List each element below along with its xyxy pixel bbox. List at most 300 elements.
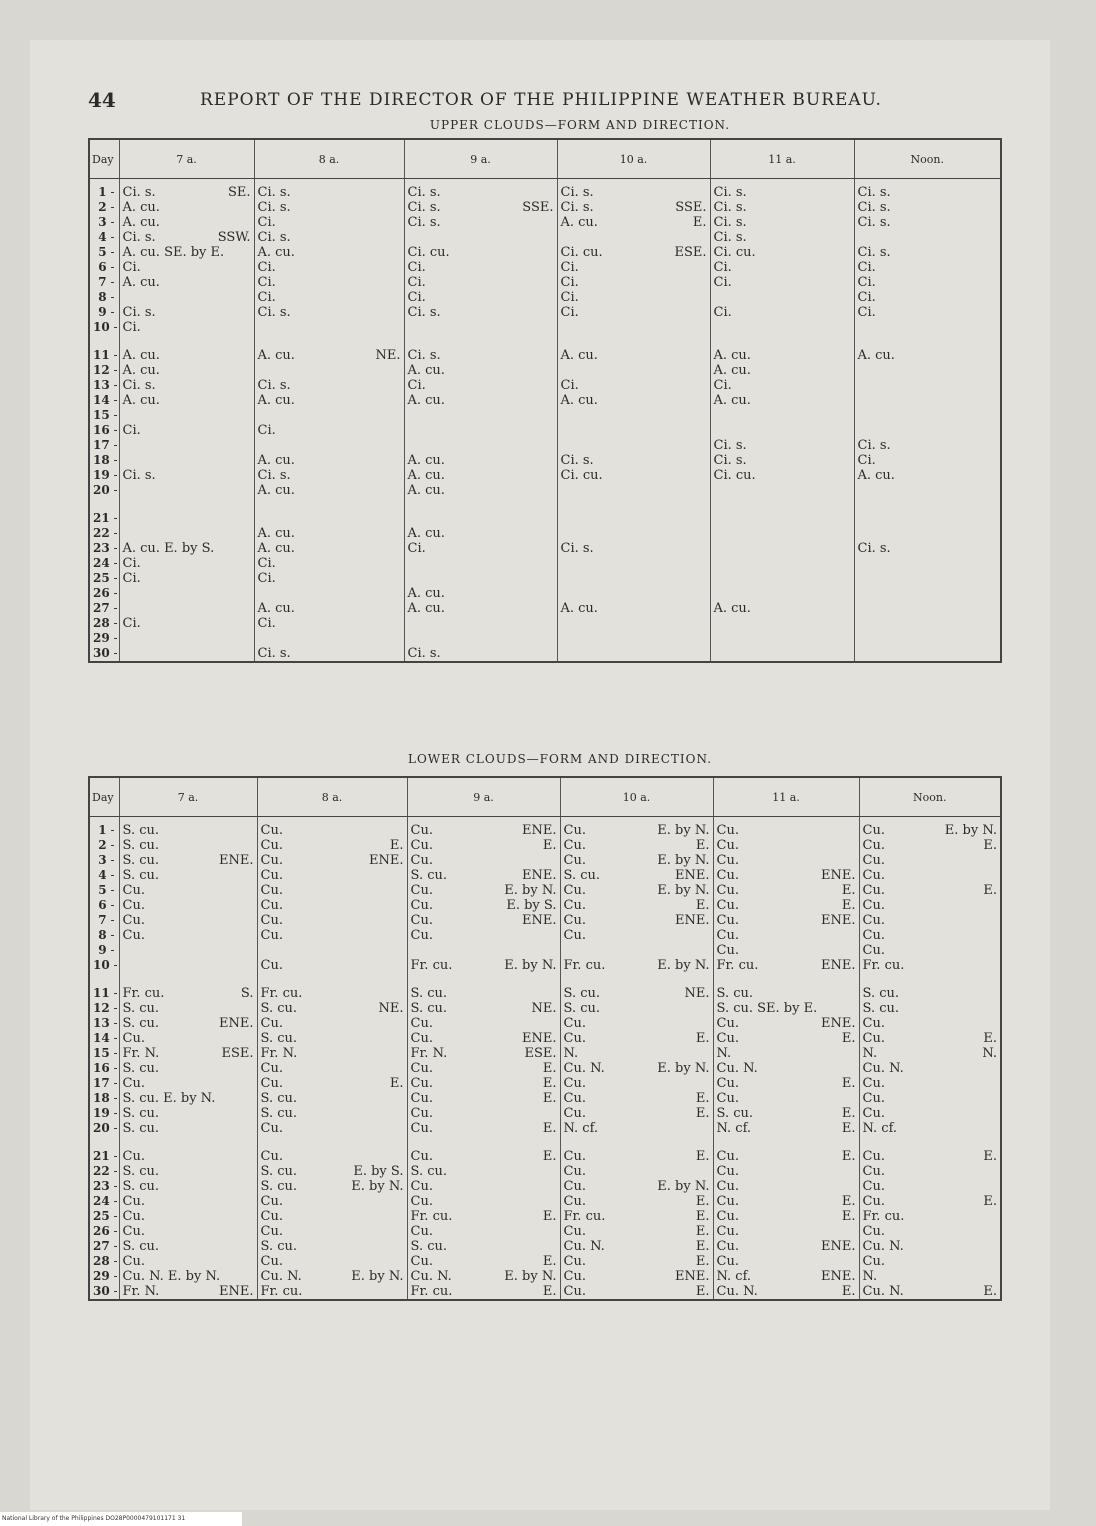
cloud-form: Ci. bbox=[257, 616, 276, 631]
cloud-form: Fr. cu. bbox=[410, 958, 453, 973]
cloud-cell bbox=[119, 423, 254, 438]
cloud-cell bbox=[257, 1164, 407, 1179]
cloud-form: Ci. bbox=[122, 423, 141, 438]
day-cell: 17 - bbox=[89, 1076, 119, 1091]
cloud-cell bbox=[119, 541, 254, 556]
cloud-cell bbox=[710, 320, 854, 335]
cloud-form: Cu. N. bbox=[716, 1284, 758, 1299]
cloud-form: Cu. bbox=[563, 1164, 586, 1179]
cloud-direction: E. bbox=[695, 1239, 710, 1254]
table-row bbox=[89, 483, 1001, 498]
day-cell: 24 - bbox=[89, 556, 119, 571]
cloud-cell bbox=[254, 423, 404, 438]
cloud-form: Cu. bbox=[410, 1194, 433, 1209]
cloud-cell bbox=[859, 883, 1001, 898]
cloud-form: A. cu. bbox=[713, 363, 751, 378]
column-header: Noon. bbox=[854, 139, 1001, 179]
cloud-form: Ci. s. bbox=[713, 230, 747, 245]
day-cell: 18 - bbox=[89, 1091, 119, 1106]
cloud-cell bbox=[710, 423, 854, 438]
cloud-form: Ci. cu. bbox=[407, 245, 450, 260]
cloud-form: Cu. bbox=[862, 1016, 885, 1031]
table-row bbox=[89, 646, 1001, 662]
column-header: 10 a. bbox=[557, 139, 710, 179]
cloud-cell bbox=[254, 631, 404, 646]
day-cell: 20 - bbox=[89, 483, 119, 498]
cloud-cell bbox=[854, 423, 1001, 438]
cloud-form: Cu. bbox=[563, 913, 586, 928]
cloud-cell bbox=[254, 378, 404, 393]
cloud-cell bbox=[560, 943, 713, 958]
cloud-form: A. cu. bbox=[122, 348, 160, 363]
cloud-cell bbox=[560, 1016, 713, 1031]
cloud-direction: E. bbox=[542, 1254, 557, 1269]
cloud-form: A. cu. bbox=[407, 483, 445, 498]
cloud-form: A. cu. bbox=[713, 393, 751, 408]
cloud-direction: E. bbox=[542, 1284, 557, 1299]
spacer-cell bbox=[404, 498, 557, 511]
column-header: Noon. bbox=[859, 777, 1001, 817]
cloud-cell bbox=[713, 1016, 859, 1031]
cloud-cell bbox=[713, 868, 859, 883]
cloud-cell bbox=[119, 1284, 257, 1300]
cloud-direction: E. bbox=[542, 838, 557, 853]
cloud-form: Cu. bbox=[716, 1239, 739, 1254]
cloud-cell bbox=[713, 1164, 859, 1179]
cloud-form: Ci. s. bbox=[857, 185, 891, 200]
day-cell: 11 - bbox=[89, 348, 119, 363]
cloud-cell bbox=[119, 1046, 257, 1061]
cloud-direction: E. bbox=[695, 838, 710, 853]
cloud-cell bbox=[119, 883, 257, 898]
cloud-form: Cu. bbox=[260, 883, 283, 898]
cloud-cell bbox=[710, 631, 854, 646]
cloud-form: Cu. bbox=[563, 1076, 586, 1091]
upper-clouds-table bbox=[88, 138, 1002, 663]
day-cell: 5 - bbox=[89, 245, 119, 260]
cloud-cell bbox=[859, 1046, 1001, 1061]
cloud-form: S. cu. bbox=[122, 838, 159, 853]
cloud-form: S. cu. bbox=[716, 1106, 753, 1121]
cloud-cell bbox=[407, 1061, 560, 1076]
cloud-cell bbox=[119, 853, 257, 868]
cloud-form: Cu. bbox=[716, 823, 739, 838]
cloud-cell bbox=[407, 817, 560, 839]
day-cell: 21 - bbox=[89, 1149, 119, 1164]
cloud-form: S. cu. bbox=[122, 823, 159, 838]
cloud-cell bbox=[859, 838, 1001, 853]
table-row bbox=[89, 1091, 1001, 1106]
cloud-cell bbox=[557, 646, 710, 662]
cloud-cell bbox=[557, 631, 710, 646]
cloud-cell bbox=[407, 986, 560, 1001]
cloud-direction: E. bbox=[983, 1284, 997, 1299]
cloud-cell bbox=[854, 468, 1001, 483]
cloud-direction: E. bbox=[841, 1031, 856, 1046]
spacer-cell bbox=[713, 1136, 859, 1149]
cloud-direction: ENE. bbox=[821, 1239, 856, 1254]
upper-body bbox=[89, 179, 1001, 663]
cloud-cell bbox=[557, 408, 710, 423]
cloud-form: A. cu. bbox=[407, 453, 445, 468]
cloud-form: S. cu. bbox=[122, 1016, 159, 1031]
lower-body bbox=[89, 817, 1001, 1301]
table-row bbox=[89, 1179, 1001, 1194]
day-cell: 26 - bbox=[89, 586, 119, 601]
upper-clouds-caption: UPPER CLOUDS—FORM AND DIRECTION. bbox=[429, 118, 731, 132]
cloud-form: Ci. bbox=[257, 260, 276, 275]
cloud-form: Ci. s. bbox=[122, 378, 156, 393]
table-row bbox=[89, 1121, 1001, 1136]
cloud-cell bbox=[710, 348, 854, 363]
cloud-cell bbox=[560, 1209, 713, 1224]
cloud-form: Cu. bbox=[862, 1149, 885, 1164]
cloud-form: Ci. bbox=[857, 260, 876, 275]
spacer-cell bbox=[407, 1136, 560, 1149]
cloud-form: Ci. bbox=[257, 571, 276, 586]
cloud-cell bbox=[254, 393, 404, 408]
cloud-form: S. cu. bbox=[563, 986, 600, 1001]
column-header: 7 a. bbox=[119, 139, 254, 179]
cloud-form: Ci. s. bbox=[857, 245, 891, 260]
cloud-direction: NE. bbox=[375, 348, 401, 363]
cloud-cell bbox=[119, 1121, 257, 1136]
cloud-cell bbox=[119, 928, 257, 943]
cloud-direction: N. bbox=[982, 1046, 997, 1061]
day-cell: 29 - bbox=[89, 631, 119, 646]
cloud-cell bbox=[257, 1149, 407, 1164]
cloud-cell bbox=[560, 1121, 713, 1136]
cloud-cell bbox=[119, 1016, 257, 1031]
cloud-form: S. cu. bbox=[563, 868, 600, 883]
cloud-form: Cu. bbox=[563, 883, 586, 898]
cloud-cell bbox=[119, 200, 254, 215]
cloud-form: Ci. s. bbox=[713, 185, 747, 200]
table-row bbox=[89, 230, 1001, 245]
day-cell: 5 - bbox=[89, 883, 119, 898]
cloud-cell bbox=[254, 453, 404, 468]
cloud-direction: E. by N. bbox=[944, 823, 997, 838]
cloud-form: Cu. bbox=[563, 1269, 586, 1284]
cloud-cell bbox=[854, 526, 1001, 541]
column-header: 9 a. bbox=[404, 139, 557, 179]
cloud-form: Ci. bbox=[122, 556, 141, 571]
cloud-cell bbox=[257, 1046, 407, 1061]
cloud-cell bbox=[713, 1269, 859, 1284]
cloud-cell bbox=[254, 348, 404, 363]
cloud-form: Cu. bbox=[260, 1076, 283, 1091]
spacer-cell bbox=[119, 335, 254, 348]
lower-header-row bbox=[89, 777, 1001, 817]
cloud-cell bbox=[710, 378, 854, 393]
cloud-direction: ENE. bbox=[821, 868, 856, 883]
cloud-cell bbox=[710, 408, 854, 423]
cloud-direction: SE. bbox=[227, 185, 251, 200]
cloud-cell bbox=[404, 541, 557, 556]
cloud-cell bbox=[119, 838, 257, 853]
cloud-cell bbox=[859, 1149, 1001, 1164]
cloud-form: Cu. bbox=[410, 1061, 433, 1076]
cloud-cell bbox=[710, 215, 854, 230]
cloud-form: Cu. bbox=[260, 1224, 283, 1239]
cloud-cell bbox=[710, 305, 854, 320]
cloud-form: Cu. bbox=[410, 1091, 433, 1106]
cloud-form: Ci. s. bbox=[857, 541, 891, 556]
cloud-form: Ci. bbox=[560, 378, 579, 393]
cloud-cell bbox=[254, 230, 404, 245]
cloud-form: Cu. N. bbox=[410, 1269, 452, 1284]
cloud-cell bbox=[119, 179, 254, 201]
cloud-form: Cu. bbox=[563, 1284, 586, 1299]
table-row bbox=[89, 853, 1001, 868]
cloud-cell bbox=[557, 215, 710, 230]
cloud-cell bbox=[859, 1284, 1001, 1300]
cloud-cell bbox=[713, 1121, 859, 1136]
cloud-cell bbox=[407, 1164, 560, 1179]
cloud-cell bbox=[119, 586, 254, 601]
cloud-direction: ENE. bbox=[522, 1031, 557, 1046]
cloud-form: A. cu. bbox=[713, 348, 751, 363]
cloud-cell bbox=[710, 245, 854, 260]
cloud-cell bbox=[407, 928, 560, 943]
cloud-cell bbox=[119, 468, 254, 483]
day-cell: 25 - bbox=[89, 1209, 119, 1224]
cloud-cell bbox=[404, 290, 557, 305]
cloud-cell bbox=[254, 215, 404, 230]
footer-credit: National Library of the Philippines DO28P0000479101171 31 bbox=[0, 1512, 242, 1526]
cloud-direction: E. bbox=[695, 1254, 710, 1269]
cloud-form: A. cu. bbox=[857, 468, 895, 483]
day-cell: 28 - bbox=[89, 1254, 119, 1269]
cloud-cell bbox=[710, 541, 854, 556]
cloud-form: Ci. cu. bbox=[713, 468, 756, 483]
cloud-form: N. cf. bbox=[862, 1121, 898, 1136]
cloud-form: Cu. bbox=[716, 853, 739, 868]
spacer-cell bbox=[119, 973, 257, 986]
day-cell: 4 - bbox=[89, 868, 119, 883]
cloud-form: A. cu. bbox=[407, 363, 445, 378]
cloud-form: Cu. N. bbox=[862, 1284, 904, 1299]
table-row bbox=[89, 868, 1001, 883]
cloud-form: S. cu. bbox=[260, 1031, 297, 1046]
cloud-form: Ci. bbox=[857, 290, 876, 305]
table-row bbox=[89, 1149, 1001, 1164]
cloud-form: Cu. bbox=[410, 1016, 433, 1031]
cloud-form: Cu. bbox=[260, 1254, 283, 1269]
table-row bbox=[89, 245, 1001, 260]
running-title: REPORT OF THE DIRECTOR OF THE PHILIPPINE WEATHER BUREAU. bbox=[200, 90, 882, 110]
cloud-cell bbox=[257, 898, 407, 913]
table-row bbox=[89, 1106, 1001, 1121]
cloud-cell bbox=[257, 1194, 407, 1209]
cloud-form: Ci. bbox=[407, 275, 426, 290]
cloud-cell bbox=[557, 571, 710, 586]
cloud-form: Ci. bbox=[560, 260, 579, 275]
cloud-cell bbox=[557, 320, 710, 335]
cloud-direction: E. bbox=[542, 1149, 557, 1164]
cloud-cell bbox=[557, 556, 710, 571]
cloud-form: Ci. s. bbox=[713, 215, 747, 230]
spacer-cell bbox=[560, 1136, 713, 1149]
day-cell: 14 - bbox=[89, 1031, 119, 1046]
cloud-cell bbox=[713, 1239, 859, 1254]
cloud-form: Cu. bbox=[122, 1194, 145, 1209]
cloud-cell bbox=[557, 511, 710, 526]
column-header: 8 a. bbox=[254, 139, 404, 179]
cloud-cell bbox=[119, 408, 254, 423]
cloud-cell bbox=[557, 290, 710, 305]
cloud-cell bbox=[710, 616, 854, 631]
day-cell: 9 - bbox=[89, 305, 119, 320]
cloud-cell bbox=[254, 586, 404, 601]
cloud-form: Cu. bbox=[563, 1224, 586, 1239]
cloud-cell bbox=[407, 1031, 560, 1046]
cloud-cell bbox=[254, 200, 404, 215]
cloud-cell bbox=[859, 1121, 1001, 1136]
cloud-cell bbox=[859, 958, 1001, 973]
cloud-cell bbox=[254, 541, 404, 556]
cloud-direction: E. bbox=[695, 1149, 710, 1164]
cloud-form: Cu. bbox=[410, 1224, 433, 1239]
column-header: 7 a. bbox=[119, 777, 257, 817]
cloud-cell bbox=[254, 438, 404, 453]
cloud-direction: E. bbox=[542, 1076, 557, 1091]
cloud-form: Cu. bbox=[260, 868, 283, 883]
day-cell: 19 - bbox=[89, 1106, 119, 1121]
cloud-cell bbox=[854, 230, 1001, 245]
table-row bbox=[89, 817, 1001, 839]
cloud-cell bbox=[560, 1179, 713, 1194]
cloud-form: Ci. bbox=[857, 453, 876, 468]
spacer-cell bbox=[404, 335, 557, 348]
cloud-direction: SSW. bbox=[217, 230, 251, 245]
cloud-form: A. cu. bbox=[407, 601, 445, 616]
table-row bbox=[89, 571, 1001, 586]
cloud-direction: E. bbox=[389, 838, 404, 853]
table-row bbox=[89, 363, 1001, 378]
day-cell: 10 - bbox=[89, 320, 119, 335]
cloud-cell bbox=[407, 1149, 560, 1164]
table-row bbox=[89, 1254, 1001, 1269]
cloud-cell bbox=[557, 453, 710, 468]
cloud-cell bbox=[560, 913, 713, 928]
cloud-cell bbox=[560, 1046, 713, 1061]
cloud-form: Cu. bbox=[862, 853, 885, 868]
cloud-cell bbox=[119, 290, 254, 305]
day-cell: 22 - bbox=[89, 1164, 119, 1179]
cloud-cell bbox=[560, 1269, 713, 1284]
cloud-form: Ci. bbox=[713, 275, 732, 290]
cloud-cell bbox=[257, 1001, 407, 1016]
cloud-form: S. cu. bbox=[260, 1106, 297, 1121]
cloud-cell bbox=[254, 571, 404, 586]
cloud-form: Ci. s. bbox=[257, 646, 291, 661]
cloud-form: Cu. bbox=[410, 838, 433, 853]
cloud-cell bbox=[254, 526, 404, 541]
cloud-cell bbox=[119, 1031, 257, 1046]
cloud-form: Ci. s. bbox=[122, 468, 156, 483]
cloud-form: Cu. bbox=[410, 1254, 433, 1269]
cloud-cell bbox=[560, 1106, 713, 1121]
cloud-cell bbox=[407, 913, 560, 928]
table-row bbox=[89, 541, 1001, 556]
cloud-cell bbox=[407, 1194, 560, 1209]
cloud-cell bbox=[710, 586, 854, 601]
cloud-cell bbox=[854, 363, 1001, 378]
cloud-cell bbox=[119, 1209, 257, 1224]
day-cell: 30 - bbox=[89, 646, 119, 662]
cloud-form: Cu. bbox=[563, 1091, 586, 1106]
cloud-form: Ci. bbox=[407, 260, 426, 275]
cloud-cell bbox=[557, 230, 710, 245]
column-header: 11 a. bbox=[713, 777, 859, 817]
cloud-cell bbox=[859, 898, 1001, 913]
cloud-form: Cu. bbox=[716, 1149, 739, 1164]
cloud-form: Cu. bbox=[122, 1209, 145, 1224]
cloud-form: A. cu. bbox=[257, 541, 295, 556]
cloud-cell bbox=[854, 275, 1001, 290]
cloud-cell bbox=[859, 1269, 1001, 1284]
cloud-cell bbox=[859, 1016, 1001, 1031]
cloud-cell bbox=[407, 1209, 560, 1224]
cloud-cell bbox=[404, 393, 557, 408]
cloud-cell bbox=[119, 215, 254, 230]
cloud-form: N. bbox=[563, 1046, 579, 1061]
cloud-cell bbox=[710, 260, 854, 275]
group-spacer bbox=[89, 973, 1001, 986]
cloud-form: N. cf. bbox=[563, 1121, 599, 1136]
cloud-cell bbox=[560, 1149, 713, 1164]
cloud-form: S. cu. bbox=[716, 986, 753, 1001]
day-cell: 11 - bbox=[89, 986, 119, 1001]
cloud-cell bbox=[854, 646, 1001, 662]
cloud-cell bbox=[119, 986, 257, 1001]
cloud-form: Ci. s. bbox=[560, 200, 594, 215]
cloud-form: A. cu. bbox=[257, 483, 295, 498]
cloud-form: Cu. bbox=[716, 1209, 739, 1224]
cloud-cell bbox=[119, 1179, 257, 1194]
day-cell: 21 - bbox=[89, 511, 119, 526]
cloud-form: Cu. bbox=[260, 1149, 283, 1164]
cloud-cell bbox=[713, 838, 859, 853]
table-row bbox=[89, 320, 1001, 335]
cloud-cell bbox=[407, 898, 560, 913]
cloud-cell bbox=[713, 1179, 859, 1194]
cloud-cell bbox=[257, 883, 407, 898]
cloud-form: Cu. bbox=[563, 1031, 586, 1046]
cloud-cell bbox=[557, 305, 710, 320]
cloud-cell bbox=[557, 616, 710, 631]
cloud-cell bbox=[713, 958, 859, 973]
cloud-cell bbox=[560, 958, 713, 973]
cloud-form: Cu. bbox=[716, 913, 739, 928]
cloud-form: N. cf. bbox=[716, 1269, 752, 1284]
cloud-cell bbox=[560, 817, 713, 839]
cloud-form: Fr. cu. bbox=[260, 986, 303, 1001]
cloud-cell bbox=[407, 1239, 560, 1254]
table-row bbox=[89, 1269, 1001, 1284]
cloud-form: Cu. bbox=[716, 943, 739, 958]
cloud-cell bbox=[710, 511, 854, 526]
cloud-cell bbox=[854, 348, 1001, 363]
cloud-form: Cu. bbox=[716, 1254, 739, 1269]
cloud-direction: E. bbox=[542, 1061, 557, 1076]
table-row bbox=[89, 838, 1001, 853]
cloud-direction: ENE. bbox=[675, 868, 710, 883]
cloud-form: A. cu. bbox=[560, 601, 598, 616]
lower-clouds-caption: LOWER CLOUDS—FORM AND DIRECTION. bbox=[407, 752, 713, 766]
cloud-form: Ci. s. bbox=[122, 305, 156, 320]
